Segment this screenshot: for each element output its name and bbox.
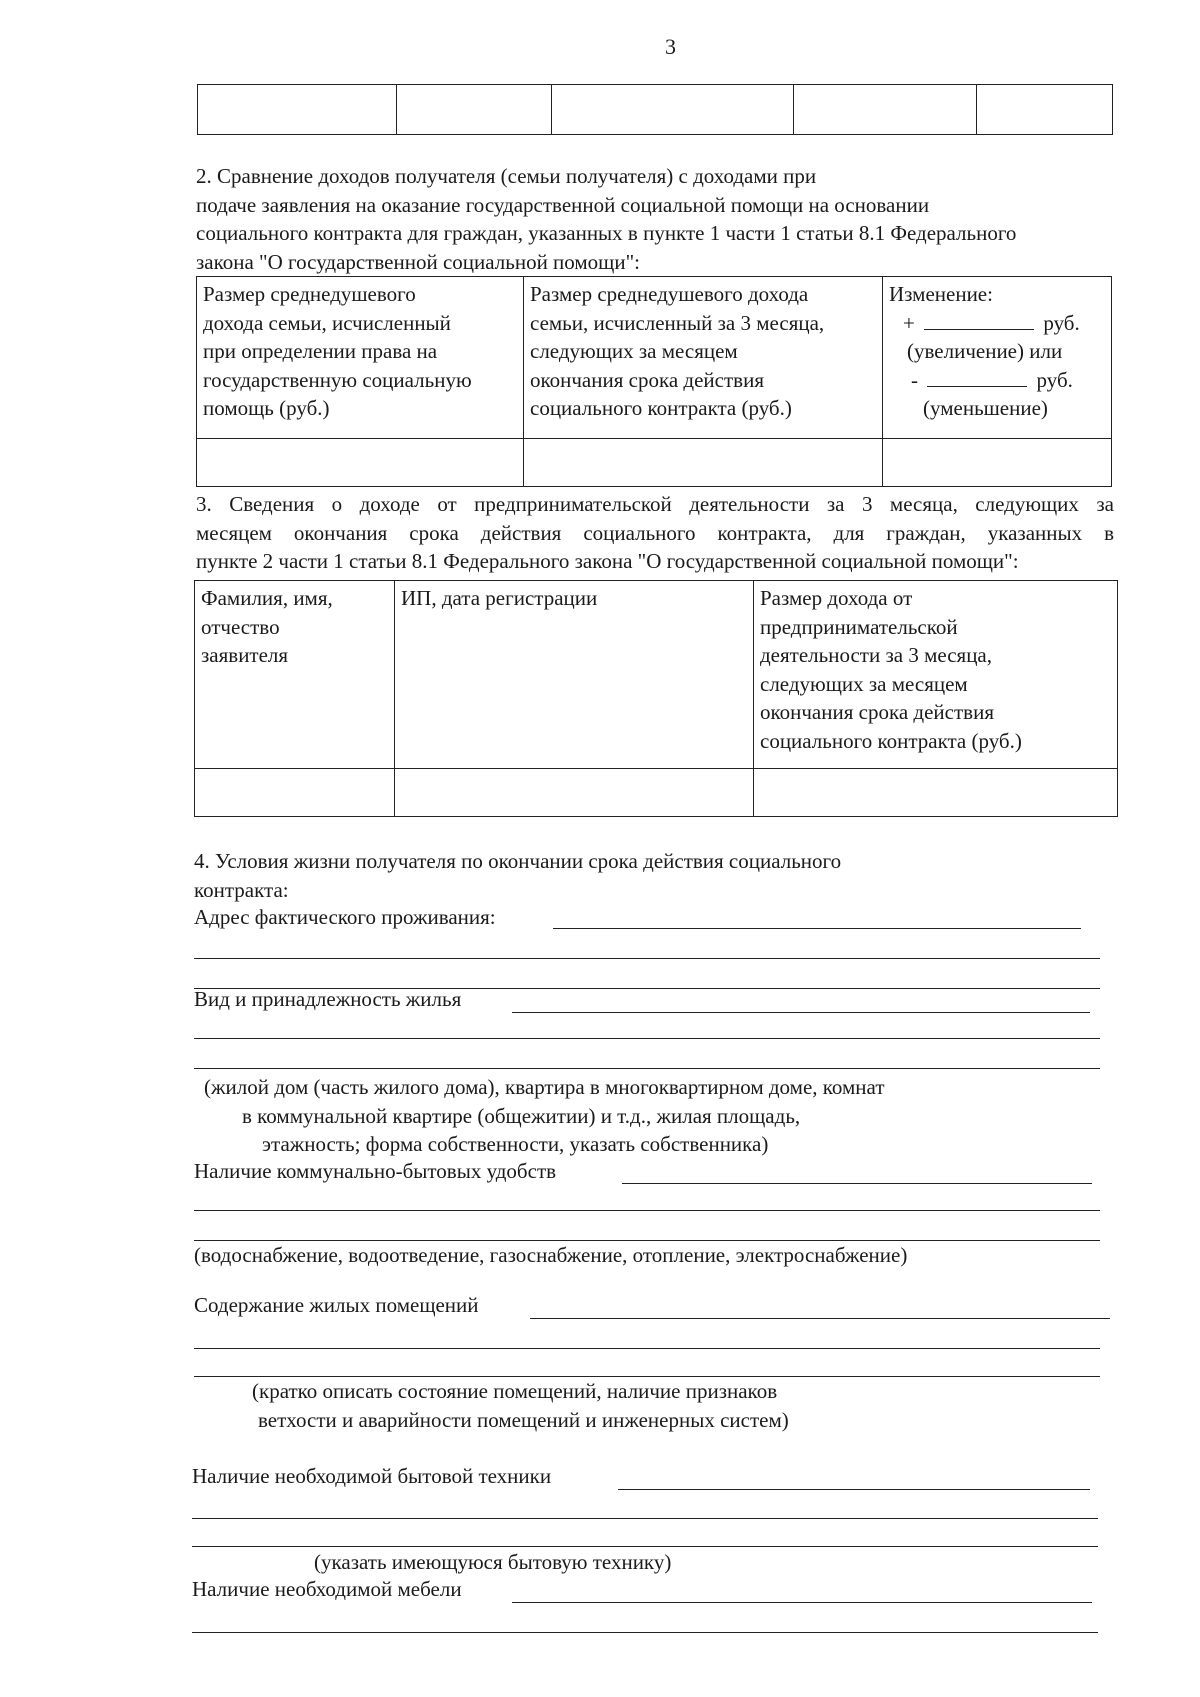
cell-text: Изменение: <box>889 282 993 306</box>
maintenance-hint <box>252 1377 789 1434</box>
business-income-table <box>194 580 1118 817</box>
business-income-amount-header <box>754 581 1118 769</box>
cell-text: (увеличение) или <box>907 339 1063 363</box>
cell-text: следующих за месяцем <box>760 671 968 696</box>
minus-sign: - <box>911 367 918 392</box>
address-blank[interactable] <box>553 928 1081 929</box>
section2-heading <box>196 162 1016 276</box>
cell-text: заявителя <box>201 643 289 667</box>
fragment-cell <box>794 85 977 135</box>
appliances-blank[interactable] <box>618 1489 1090 1490</box>
section4-title-line: 4. Условия жизни получателя по окончании срока действия социального <box>194 849 842 873</box>
hint-line: ветхости и аварийности помещений и инженерных систем) <box>258 1407 789 1432</box>
cell-text: ИП, дата регистрации <box>401 586 598 610</box>
decrease-blank[interactable] <box>927 366 1027 387</box>
cell-text: отчество <box>201 614 280 639</box>
appliances-label: Наличие необходимой бытовой техники <box>192 1464 552 1488</box>
empty-value-cell[interactable] <box>395 769 754 817</box>
cell-text: помощь (руб.) <box>203 396 330 420</box>
furniture-label: Наличие необходимой мебели <box>192 1577 462 1601</box>
fragment-cell <box>552 85 794 135</box>
cell-text: окончания срока действия <box>530 367 764 392</box>
applicant-name-header <box>195 581 395 769</box>
avg-income-after-contract-header <box>524 277 883 439</box>
housing-blank-line[interactable] <box>194 1038 1100 1039</box>
section3-line: 3. Сведения о доходе от предпринимательской деятельности за 3 месяца, следующих за <box>196 492 1114 516</box>
cell-text: предпринимательской <box>760 614 958 639</box>
section4-title <box>194 847 841 904</box>
section3-heading <box>196 490 1114 576</box>
empty-value-cell[interactable] <box>524 439 883 487</box>
housing-hint <box>204 1073 885 1159</box>
hint-line: (кратко описать состояние помещений, наличие признаков <box>252 1379 778 1403</box>
section2-line: 2. Сравнение доходов получателя (семьи получателя) с доходами при <box>196 164 817 188</box>
housing-blank[interactable] <box>512 1012 1090 1013</box>
increase-line <box>889 309 1105 338</box>
fragment-cell <box>977 85 1113 135</box>
page-number: 3 <box>665 34 676 59</box>
utilities-blank[interactable] <box>622 1183 1092 1184</box>
increase-blank[interactable] <box>924 309 1034 330</box>
cell-text: (уменьшение) <box>923 396 1048 420</box>
top-table-fragment <box>197 84 1113 135</box>
empty-value-cell[interactable] <box>754 769 1118 817</box>
housing-label: Вид и принадлежность жилья <box>194 987 462 1011</box>
income-comparison-table <box>196 276 1112 487</box>
cell-text: дохода семьи, исчисленный <box>203 310 451 335</box>
unit-rub: руб. <box>1043 310 1080 335</box>
section4-title-line: контракта: <box>194 877 289 902</box>
unit-rub: руб. <box>1036 367 1073 392</box>
cell-text: при определении права на <box>203 339 438 363</box>
cell-text: окончания срока действия <box>760 700 994 724</box>
maintenance-blank-line[interactable] <box>194 1348 1100 1349</box>
fragment-cell <box>397 85 552 135</box>
maintenance-blank[interactable] <box>530 1318 1110 1319</box>
cell-text: Размер среднедушевого <box>203 282 416 306</box>
cell-text: государственную социальную <box>203 367 472 392</box>
appliances-blank-line[interactable] <box>192 1518 1098 1519</box>
decrease-line <box>889 366 1105 395</box>
utilities-blank-line[interactable] <box>194 1210 1100 1211</box>
fragment-cell <box>198 85 397 135</box>
empty-value-cell[interactable] <box>197 439 524 487</box>
section3-line: пункте 2 части 1 статьи 8.1 Федерального закона "О государственной социальной помощи": <box>196 549 1019 573</box>
cell-text: Размер среднедушевого дохода <box>530 282 809 306</box>
appliances-blank-line[interactable] <box>192 1546 1098 1547</box>
furniture-blank[interactable] <box>512 1602 1092 1603</box>
address-label: Адрес фактического проживания: <box>194 905 496 929</box>
hint-line: этажность; форма собственности, указать собственника) <box>262 1132 769 1156</box>
cell-text: Фамилия, имя, <box>201 586 333 610</box>
housing-blank-line[interactable] <box>194 1068 1100 1069</box>
cell-text: деятельности за 3 месяца, <box>760 643 993 667</box>
utilities-label: Наличие коммунально-бытовых удобств <box>194 1159 557 1183</box>
section2-line: подаче заявления на оказание государственной социальной помощи на основании <box>196 192 930 217</box>
avg-income-at-application-header <box>197 277 524 439</box>
furniture-blank-line[interactable] <box>192 1632 1098 1633</box>
empty-value-cell[interactable] <box>883 439 1112 487</box>
ip-registration-header <box>395 581 754 769</box>
section2-line: закона "О государственной социальной помощи": <box>196 249 640 274</box>
utilities-hint: (водоснабжение, водоотведение, газоснабжение, отопление, электроснабжение) <box>194 1243 908 1267</box>
income-change-header <box>883 277 1112 439</box>
plus-sign: + <box>903 310 915 335</box>
section2-line: социального контракта для граждан, указанных в пункте 1 части 1 статьи 8.1 Федерального <box>196 221 1017 245</box>
cell-text: следующих за месяцем <box>530 339 738 363</box>
cell-text: Размер дохода от <box>760 586 913 610</box>
cell-text: семьи, исчисленный за 3 месяца, <box>530 310 825 335</box>
hint-line: (жилой дом (часть жилого дома), квартира в многоквартирном доме, комнат <box>204 1075 885 1099</box>
cell-text: социального контракта (руб.) <box>530 396 792 420</box>
empty-value-cell[interactable] <box>195 769 395 817</box>
hint-line: в коммунальной квартире (общежитии) и т.д., жилая площадь, <box>242 1103 801 1128</box>
maintenance-label: Содержание жилых помещений <box>194 1293 479 1317</box>
address-blank-line[interactable] <box>194 958 1100 959</box>
appliances-hint: (указать имеющуюся бытовую технику) <box>314 1550 672 1574</box>
section3-line: месяцем окончания срока действия социального контракта, для граждан, указанных в <box>196 520 1114 545</box>
cell-text: социального контракта (руб.) <box>760 728 1022 753</box>
